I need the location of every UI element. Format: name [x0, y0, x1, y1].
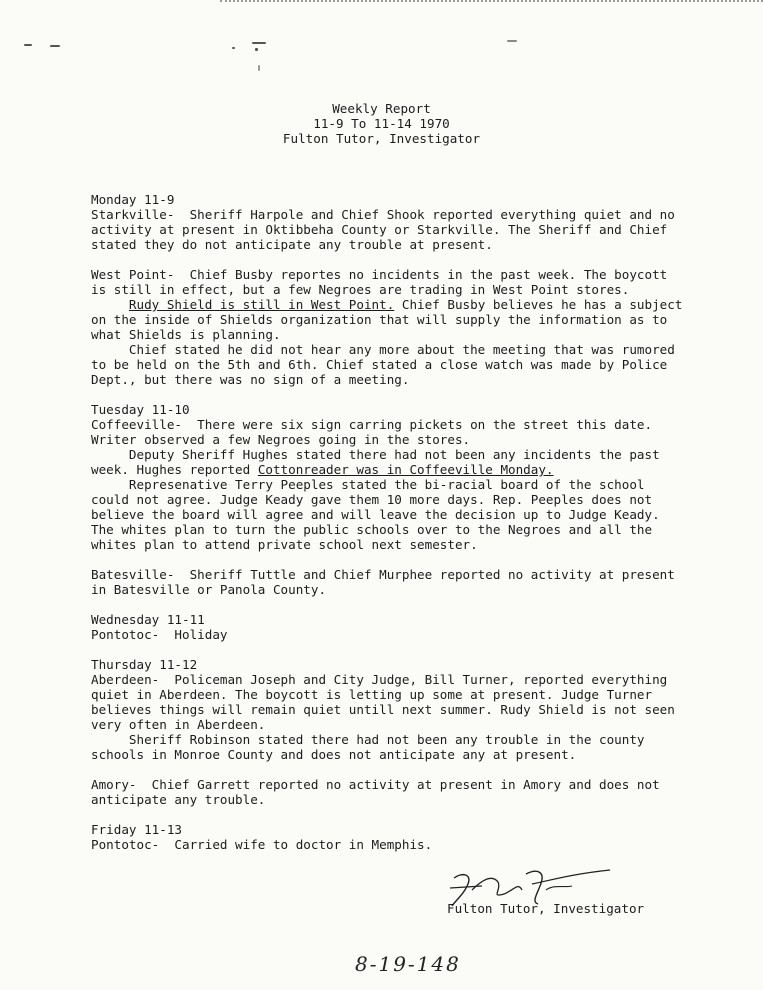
report-line: Pontotoc- Holiday: [91, 627, 228, 642]
report-line: stated they do not anticipate any trouble at present.: [91, 237, 493, 252]
report-line: Tuesday 11-10: [91, 402, 190, 417]
report-line: Coffeeville- There were six sign carring pickets on the street this date.: [91, 417, 653, 432]
scan-speck: [252, 42, 266, 44]
scan-speck: [232, 47, 235, 49]
report-line: on the inside of Shields organization that will supply the information as to: [91, 312, 668, 327]
report-body: [91, 192, 691, 867]
scan-speck: [258, 65, 260, 71]
report-line: Aberdeen- Policeman Joseph and City Judge, Bill Turner, reported everything: [91, 672, 668, 687]
scan-speck: [507, 40, 517, 42]
report-line: Batesville- Sheriff Tuttle and Chief Murphee reported no activity at present: [91, 567, 675, 582]
report-line: in Batesville or Panola County.: [91, 582, 327, 597]
report-line: believes things will remain quiet untill next summer. Rudy Shield is not seen: [91, 702, 675, 717]
report-section: [91, 822, 691, 852]
report-line: Dept., but there was no sign of a meeting.: [91, 372, 410, 387]
report-line: activity at present in Oktibbeha County or Starkville. The Sheriff and Chief: [91, 222, 668, 237]
report-section: [91, 567, 691, 597]
scan-edge-line: [220, 0, 763, 5]
report-line: Wednesday 11-11: [91, 612, 205, 627]
report-line: The whites plan to turn the public schools over to the Negroes and all the: [91, 522, 653, 537]
report-line: Writer observed a few Negroes going in the stores.: [91, 432, 471, 447]
report-line: Rudy Shield is still in West Point. Chief Busby believes he has a subject: [128, 297, 683, 312]
report-line: week. Hughes reported Cottonreader was in Coffeeville Monday.: [91, 462, 554, 477]
report-line: Chief stated he did not hear any more about the meeting that was rumored: [91, 342, 675, 357]
report-line: anticipate any trouble.: [91, 792, 266, 807]
report-line: Thursday 11-12: [91, 657, 198, 672]
report-line: could not agree. Judge Keady gave them 10 more days. Rep. Peeples does not: [91, 492, 653, 507]
report-date-range: 11-9 To 11-14 1970: [313, 116, 450, 131]
report-line: schools in Monroe County and does not anticipate any at present.: [91, 747, 577, 762]
report-line: Deputy Sheriff Hughes stated there had not been any incidents the past: [91, 447, 660, 462]
report-line: is still in effect, but a few Negroes are trading in West Point stores.: [91, 282, 630, 297]
report-author: Fulton Tutor, Investigator: [282, 131, 481, 146]
report-line: Pontotoc- Carried wife to doctor in Memphis.: [91, 837, 433, 852]
typed-signature: Fulton Tutor, Investigator: [447, 901, 645, 916]
report-line: whites plan to attend private school next semester.: [91, 537, 478, 552]
report-line: West Point- Chief Busby reportes no incidents in the past week. The boycott: [91, 267, 668, 282]
report-line: very often in Aberdeen.: [91, 717, 266, 732]
report-line: Represenative Terry Peeples stated the bi-racial board of the school: [91, 477, 645, 492]
report-section: [91, 402, 691, 552]
report-section: [91, 612, 691, 642]
report-line: believe the board will agree and will leave the decision up to Judge Keady.: [91, 507, 660, 522]
report-line: quiet in Aberdeen. The boycott is letting up some at present. Judge Turner: [91, 687, 653, 702]
report-title: Weekly Report: [332, 101, 431, 116]
report-section: [91, 777, 691, 807]
scan-speck: [50, 45, 60, 47]
report-line: Sheriff Robinson stated there had not been any trouble in the county: [91, 732, 645, 747]
scan-speck: [24, 44, 32, 46]
report-line: what Shields is planning.: [91, 327, 281, 342]
report-line: to be held on the 5th and 6th. Chief stated a close watch was made by Police: [91, 357, 668, 372]
report-line: Amory- Chief Garrett reported no activity at present in Amory and does not: [91, 777, 660, 792]
handwritten-number: 8-19-148: [355, 952, 461, 976]
report-section: [91, 192, 691, 252]
scan-speck: [255, 48, 258, 51]
report-line: Friday 11-13: [91, 822, 182, 837]
report-section: [91, 267, 691, 387]
report-header: [0, 101, 763, 146]
report-line: Starkville- Sheriff Harpole and Chief Shook reported everything quiet and no: [91, 207, 675, 222]
report-section: [91, 657, 691, 762]
report-line: Monday 11-9: [91, 192, 175, 207]
